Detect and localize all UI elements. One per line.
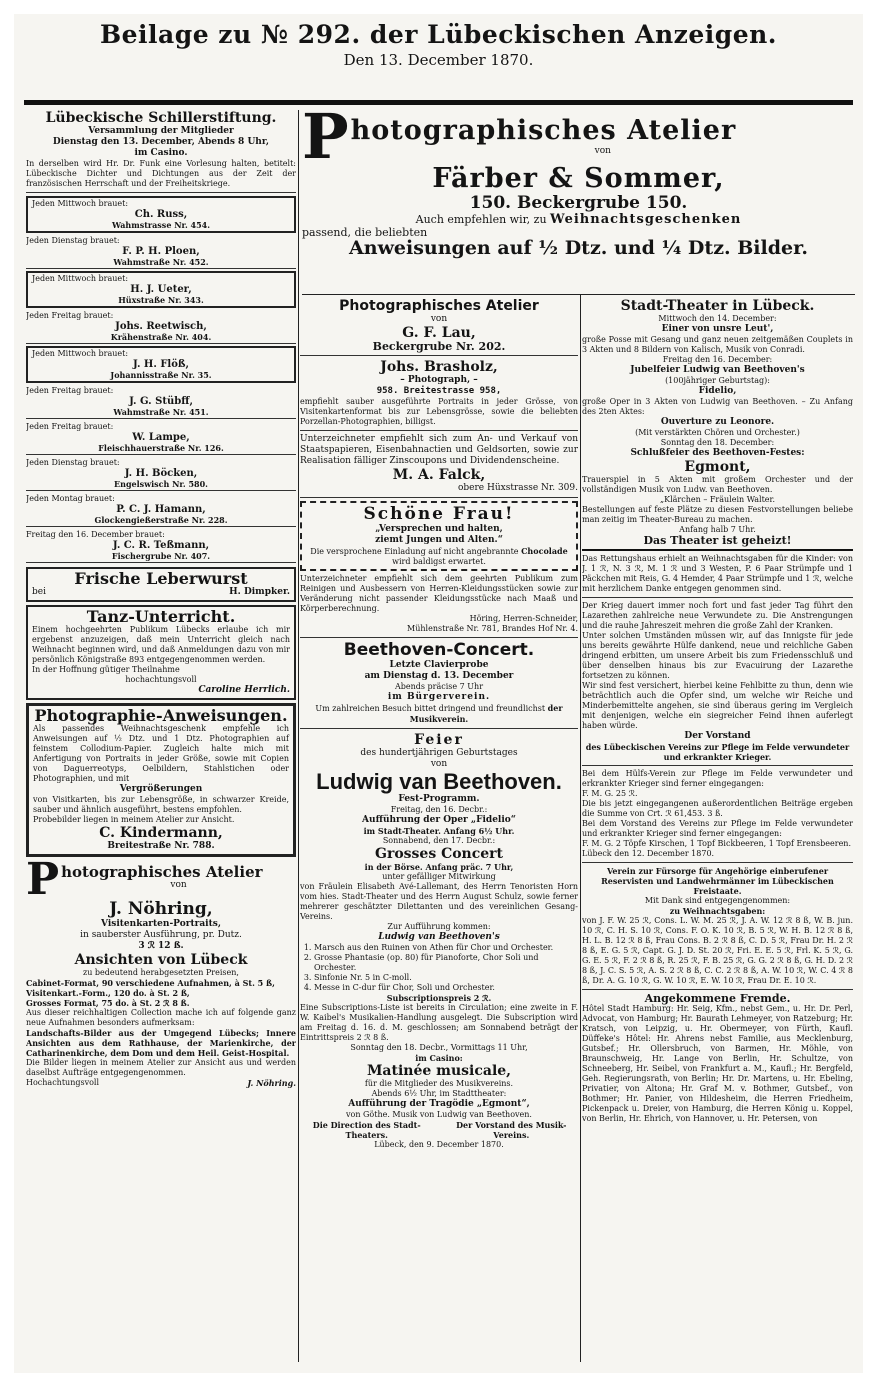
krieg-s2: des Lübeckischen Vereins zur Pflege im Felde verwundeter und erkrankter Krieger. [585, 742, 850, 762]
feier-d12: für die Mitglieder des Musikvereins. [364, 1079, 514, 1088]
noehring-price-row-1 [26, 978, 296, 988]
newspaper-page [14, 14, 863, 1373]
brewer-name: J. H. Flöß, [133, 359, 189, 370]
feier-d14: von Göthe. Musik von Ludwig van Beethoven. [346, 1110, 532, 1119]
theater-a4: Freitag den 16. December: [662, 355, 773, 364]
theater-a17: Anfang halb 7 Uhr. [679, 525, 756, 534]
brewer-list [26, 196, 296, 563]
brewer-notice [26, 421, 296, 455]
column-right [582, 298, 853, 1362]
frau-q2: ziemt Jungen und Alten.“ [375, 535, 503, 545]
faerber-weihnacht: Weihnachtsgeschenken [550, 212, 742, 227]
photoanw-addr: Breitestraße Nr. 788. [107, 841, 215, 851]
schiller-line3: im Casino. [134, 148, 188, 158]
frau-b1: Die versprochene Einladung auf nicht angebrannte [310, 547, 519, 556]
noehring-sig2: J. Nöhring. [247, 1078, 296, 1088]
noehring-von: von [170, 880, 187, 890]
brewer-addr: Johannisstraße Nr. 35. [110, 370, 212, 380]
theater-a3: große Posse mit Gesang und ganz neuen zeitgemäßen Couplets in 3 Akten und 8 Bildern von Kalisch, Musik von Conradi. [582, 335, 853, 354]
brewer-addr: Krähenstraße Nr. 404. [110, 332, 212, 342]
brewer-notice [26, 196, 296, 233]
theater-a6: (100jähriger Geburtstag): [665, 376, 770, 385]
noehring-price-row-2 [26, 988, 296, 998]
feier-gc: Grosses Concert [374, 846, 504, 862]
noehring-bold: Landschafts-Bilder aus der Umgegend Lübecks; Innere Ansichten aus dem Rathhause, der Marienkirche, der Catharinenkirche, dem Dom und dem Heil. Geist-Hospital. [26, 1028, 296, 1058]
theater-a11: Sonntag den 18. December: [660, 438, 775, 447]
top-ad-rule [302, 294, 855, 295]
brewer-addr: Fleischhauerstraße Nr. 126. [98, 443, 224, 453]
brasholz-addr: 958. Breitestrasse 958, [376, 386, 502, 396]
ad-photo-anweisungen [26, 703, 296, 857]
tanz-line1: In der Hoffnung gütiger Theilnahme [32, 665, 180, 674]
falck-addr: obere Hüxstrasse Nr. 309. [458, 483, 578, 493]
noehring-line1: Visitenkarten-Portraits, [101, 919, 221, 929]
feier-program-list [300, 943, 578, 993]
feier-lvb: Ludwig van Beethoven's [378, 932, 500, 942]
brewer-name: W. Lampe, [132, 432, 190, 443]
price-row-3-label: Grosses Format, 75 [26, 998, 113, 1008]
feier-sp: Subscriptionspreis 2 ℛ. [386, 993, 492, 1003]
frau-q1: „Versprechen und halten, [375, 524, 503, 534]
brasholz-name: Johs. Brasholz, [380, 359, 498, 375]
ad-noehring [26, 860, 296, 1088]
feier-l1: des hundertjährigen Geburtstages [360, 748, 518, 758]
feier-title: Feier [414, 732, 464, 748]
schiller-body: In derselben wird Hr. Dr. Funk eine Vorlesung halten, betitelt: Lübeckische Dichter und Dichtungen aus der Zeit der französischen Herrschaft und der Freiheitskriege. [26, 159, 296, 188]
column-divider-2 [580, 294, 581, 1362]
theater-a7: Fidelio, [698, 386, 737, 396]
theater-a1: Mittwoch den 14. December: [658, 314, 777, 323]
masthead-rule [24, 100, 853, 105]
brewer-day: Jeden Dienstag brauet: [26, 236, 120, 245]
leberwurst-title: Frische Leberwurst [74, 569, 248, 588]
price-row-2-label: Visitenkart.-Form., 120 [26, 988, 131, 998]
feier-l2: von [430, 759, 448, 769]
faerber-anweisungen: Anweisungen auf ½ Dtz. und ¼ Dtz. Bilder. [349, 237, 808, 259]
theater-a10: (Mit verstärkten Chören und Orchester.) [635, 428, 800, 437]
price-row-3-price: à St. 2 ℛ 8 ß. [131, 998, 190, 1008]
faerber-name: Färber & Sommer, [432, 163, 725, 194]
photoanw-name: C. Kindermann, [99, 825, 223, 841]
feier-d4: Sonnabend, den 17. Decbr.: [382, 836, 496, 845]
concert-b1: Um zahlreichen Besuch bittet dringend und freundlichst [315, 704, 546, 713]
feier-d2: Aufführung der Oper „Fidelio“ [362, 815, 516, 825]
feier-d7: von Fräulein Elisabeth Avé-Lallemant, des Herrn Tenoristen Horn vom hies. Stadt-Theater und des Herrn August Schulz, sowie ferner mehrerer geschätzter Dilettanten und des vereinlichen Gesang-Vereins. [300, 882, 578, 921]
price-row-3-do: do. [115, 998, 129, 1008]
brewer-notice [26, 385, 296, 419]
noehring-end: Die Bilder liegen in meinem Atelier zur Ansicht aus und werden daselbst Aufträge entgegengenommen. [26, 1058, 296, 1077]
tanz-title: Tanz-Unterricht. [86, 607, 236, 626]
supplement-title: Beilage zu № 292. der Lübeckischen Anzeigen. [99, 20, 777, 49]
lau-name: G. F. Lau, [402, 325, 476, 341]
faerber-drop-cap: P [302, 110, 349, 164]
brewer-day: Jeden Freitag brauet: [26, 422, 114, 431]
concert-l2: am Dienstag d. 13. December [364, 671, 514, 681]
falck-body: Unterzeichneter empfiehlt sich zum An- und Verkauf von Staatspapieren, Eisenbahnactien und Geldsorten, sowie zur Realisation fälliger Zinscoupons und Dividendenscheine. [300, 434, 578, 466]
fuersorge-l1: Mit Dank sind entgegengenommen: [644, 896, 791, 905]
feier-s1: Die Direction des Stadt-Theaters. [312, 1120, 421, 1140]
price-row-2-price: à St. 2 ß, [149, 988, 190, 998]
program-item: 1. Marsch aus den Ruinen von Athen für Chor und Orchester. [314, 943, 578, 953]
brewer-day: Jeden Mittwoch brauet: [32, 274, 129, 283]
price-row-1-label: Cabinet-Format, 90 verschiedene Aufnahmen, [26, 978, 232, 988]
brewer-day: Jeden Freitag brauet: [26, 386, 114, 395]
theater-a5: Jubelfeier Ludwig van Beethoven's [630, 365, 805, 375]
photoanw-body1: Als passendes Weihnachtsgeschenk empfehle ich Anweisungen auf ½ Dtz. und 1 Dtz. Photographien auf feinstem Collodium-Papier. Zugleich halte mich mit Anfertigung von Portraits in jeder Größe, sowie mit Copien von Daguerreotyps, Oelbildern, Stahlstichen oder Photographien, und mit [33, 724, 289, 783]
falck-name: M. A. Falck, [392, 467, 486, 483]
faerber-l2: passend, die beliebten [302, 226, 428, 239]
theater-a14: Trauerspiel in 5 Akten mit großem Orchester und der vollständigen Musik von Ludw. van Beethoven. [582, 475, 853, 494]
theater-a18: Das Theater ist geheizt! [643, 534, 792, 547]
theater-title: Stadt-Theater in Lübeck. [620, 298, 815, 314]
faerber-atelier: hotographisches Atelier [350, 115, 737, 146]
feier-d11: im Casino: [415, 1053, 463, 1063]
faerber-l1: Auch empfehlen wir, zu [415, 213, 547, 226]
feier-date: Lübeck, den 9. December 1870. [374, 1140, 504, 1149]
photoanw-vergroesserungen: Vergrößerungen [119, 784, 203, 794]
price-row-2-do: do. [133, 988, 147, 998]
brewer-day: Freitag den 16. December brauet: [26, 530, 165, 539]
hoering-addr: Mühlenstraße Nr. 781, Brandes Hof Nr. 4. [407, 624, 578, 633]
noehring-drop-cap: P [26, 860, 60, 900]
feier-d1: Freitag, den 16. Decbr.: [390, 805, 488, 814]
photoanw-body2: von Visitkarten, bis zur Lebensgröße, in schwarzer Kreide, sauber und ähnlich ausgeführt, bestens empfohlen. [33, 795, 289, 814]
brewer-name: Johs. Reetwisch, [115, 321, 207, 332]
ad-schoene-frau [300, 501, 578, 571]
ad-tanz [26, 605, 296, 700]
brewer-name: J. H. Böcken, [124, 468, 198, 479]
fuersorge-body: von J. F. W. 25 ℛ, Cons. L. W. M. 25 ℛ, J. A. W. 12 ℛ 8 ß, W. B. jun. 10 ℛ, C. H. S. 10 ℛ, Cons. F. O. K. 10 ℛ, B. 5 ℛ, W. H. B. 12 ℛ 8 ß, H. L. B. 12 ℛ 8 ß, Frau Cons. B. 2 ℛ 8 ß, C. D. 5 ℛ, Frau Dr. H. 2 ℛ 8 ß, E. G. 5 ℛ, Capt. G. J. D. St. 20 ℛ, Fri. E. E. 5 ℛ, Frl. K. 5 ℛ, G. G. E. 5 ℛ, F. 2 ℛ 8 ß, R. 25 ℛ, F. B. 25 ℛ, G. G. 2 ℛ 8 ß, G. H. D. 2 ℛ 8 ß, J. C. S. 5 ℛ, A. S. 2 ℛ 8 ß, C. C. 2 ℛ 8 ß, A. W. 10 ℛ, W. C. 4 ℛ 8 ß, Dr. A. G. 10 ℛ, G. W. 10 ℛ, E. W. 10 ℛ, Frau Dr. E. 10 ℛ. [582, 916, 853, 985]
feier-eg: Aufführung der Tragödie „Egmont“, [348, 1099, 530, 1109]
hoering-sig: Höring, Herren-Schneider, [469, 614, 578, 623]
feier-d10: Sonntag den 18. Decbr., Vormittags 11 Uhr, [350, 1043, 528, 1052]
brewer-day: Jeden Dienstag brauet: [26, 458, 120, 467]
frau-b2: wird baldigst erwartet. [392, 557, 486, 566]
column-middle [300, 298, 578, 1362]
noehring-body: Aus dieser reichhaltigen Collection mache ich auf folgende ganz neue Aufnahmen besonders aufmerksam: [26, 1008, 296, 1027]
feier-d6: unter gefälliger Mitwirkung [382, 872, 496, 881]
program-item: 3. Sinfonie Nr. 5 in C-moll. [314, 973, 578, 983]
noehring-name: J. Nöhring, [109, 899, 213, 919]
theater-a12: Schlußfeier des Beethoven-Festes: [630, 448, 805, 458]
noehring-ansichten-sub: zu bedeutend herabgesetzten Preisen, [83, 968, 239, 977]
brewer-day: Jeden Mittwoch brauet: [32, 349, 129, 358]
noehring-sig1: Hochachtungsvoll [26, 1078, 100, 1087]
noehring-atelier: hotographisches Atelier [61, 863, 263, 881]
ad-schillerstiftung [26, 110, 296, 193]
noehring-line2: in sauberster Ausführung, pr. Dutz. [80, 930, 242, 940]
theater-a16: Bestellungen auf feste Plätze zu diesen Festvorstellungen beliebe man zeitig im Theater-Bureau zu machen. [582, 505, 853, 524]
noehring-ansichten: Ansichten von Lübeck [74, 952, 248, 968]
lau-von: von [430, 314, 448, 324]
hoering-body: Unterzeichneter empfiehlt sich dem geehrten Publikum zum Reinigen und Ausbessern von Herren-Kleidungsstücken sowie zur Veränderung nicht passender Kleidungsstücke nach Maaß und Körperberechnung. [300, 574, 578, 613]
feier-program: Fest-Programm. [398, 794, 480, 804]
feier-d8: Zur Aufführung kommen: [387, 922, 491, 931]
ad-faerber-sommer [302, 110, 855, 292]
program-item: 2. Grosse Phantasie (op. 80) für Pianoforte, Chor Soli und Orchester. [314, 953, 578, 973]
issue-date: Den 13. December 1870. [343, 51, 534, 69]
tanz-signature: Caroline Herrlich. [198, 685, 290, 695]
feier-name: Ludwig van Beethoven. [316, 769, 562, 794]
faerber-von: von [594, 146, 611, 156]
brewer-addr: Wahmstraße Nr. 452. [113, 257, 209, 267]
brewer-addr: Glockengießerstraße Nr. 228. [94, 515, 228, 525]
photoanw-body3: Probebilder liegen in meinem Atelier zur Ansicht. [33, 815, 235, 824]
brewer-name: F. P. H. Ploen, [122, 246, 200, 257]
concert-l1: Letzte Clavierprobe [389, 660, 489, 670]
rettungshaus: Das Rettungshaus erhielt an Weihnachtsgaben für die Kinder: von J. 1 ℛ, N. 3 ℛ, M. 1 ℛ und 3 Westen, P. 6 Paar Strümpfe und 1 Päckchen mit Reis, G. 4 Hemder, 4 Paar Strümpfe und 1 ℛ, welche mit herzlichem Danke entgegen genommen sind. [582, 554, 853, 598]
brewer-notice [26, 310, 296, 344]
column-left [26, 110, 296, 1362]
fuersorge-title: Verein zur Fürsorge für Angehörige einberufener Reservisten und Landwehrmänner im Lübeckischen Freistaate. [601, 866, 834, 896]
feier-d13: Abends 6½ Uhr, im Stadttheater: [371, 1089, 507, 1098]
brewer-notice [26, 457, 296, 491]
brewer-notice [26, 493, 296, 527]
krieg-s1: Der Vorstand [684, 731, 751, 741]
feier-mm: Matinée musicale, [366, 1063, 512, 1079]
masthead [14, 20, 863, 69]
brewer-addr: Wahmstrasse Nr. 454. [111, 220, 211, 230]
program-item: 4. Messe in C-dur für Chor, Soli und Orchester. [314, 983, 578, 993]
huelfe-p5: F. M. G. 2 Töpfe Kirschen, 1 Topf Bickbeeren, 1 Topf Erensbeeren. [582, 839, 851, 848]
column-divider-1 [298, 110, 299, 1362]
brasholz-sub: – Photograph, – [400, 375, 478, 385]
leberwurst-seller: H. Dimpker. [229, 587, 290, 597]
faerber-addr: 150. Beckergrube 150. [469, 193, 688, 213]
brewer-addr: Fischergrube Nr. 407. [111, 551, 211, 561]
concert-b2: der Musikverein. [409, 703, 563, 724]
fremde-body: Hôtel Stadt Hamburg: Hr. Seig, Kfm., nebst Gem., u. Hr. Dr. Perl, Advocat, von Hamburg; Hr. Baurath Lehmeyer, von Ratzeburg; Hr. Kratsch, von Leipzig, u. Hr. Obermeyer, von Fürth, Kaufl. Düffeke's Hôtel: Hr. Ahrens nebst Familie, aus Mecklenburg, Gutsbef.; Hr. Ollersbruch, von Barmen, Hr. Möhle, von Braunschweig, Hr. Lange von Berlin, Hr. Schultze, von Schneeberg, Hr. Seibel, von Frankfurt a. M., Kaufl.; Hr. Bergfeld, Geh. Regierungsrath, von Berlin; Hr. Dr. Martens, u. Hr. Ebeling, Privatier, von Altona; Hr. Graf M. v. Bothmer, Gutsbef., von Bothmer; Hr. Panier, von Hildesheim, die Herren Friedheim, Pickenpack u. Dreier, von Hamburg, die Herren König u. Koppel, von Berlin, Hr. Ehrich, von Hannover, u. Hr. Petersen, von [582, 1004, 853, 1123]
theater-a13: Egmont, [684, 459, 751, 475]
theater-a9: Ouverture zu Leonore. [660, 417, 775, 427]
huelfe-p6: Lübeck den 12. December 1870. [582, 849, 715, 858]
fremde-title: Angekommene Fremde. [644, 992, 791, 1005]
feier-d3: im Stadt-Theater. Anfang 6½ Uhr. [363, 826, 515, 836]
schiller-title: Lübeckische Schillerstiftung. [45, 110, 277, 126]
ad-leberwurst [26, 567, 296, 602]
brewer-notice [26, 346, 296, 383]
concert-l4: im Bürgerverein. [387, 692, 491, 702]
schiller-line1: Versammlung der Mitglieder [88, 126, 234, 136]
noehring-price-row-3 [26, 998, 296, 1008]
brasholz-body: empfiehlt sauber ausgeführte Portraits in jeder Grösse, von Visitenkartenformat bis zur Lebensgrösse, sowie die beliebten Porzellan-Photographien, billigst. [300, 397, 578, 426]
theater-a15: „Klärchen – Fräulein Walter. [659, 495, 775, 504]
schiller-line2: Dienstag den 13. December, Abends 8 Uhr, [52, 137, 270, 147]
brewer-notice [26, 235, 296, 269]
brewer-addr: Hüxstraße Nr. 343. [118, 295, 204, 305]
tanz-body: Einem hochgeehrten Publikum Lübecks erlaube ich mir ergebenst anzuzeigen, daß mein Unterricht gleich nach Weihnacht beginnen wird, und daß Anmeldungen dazu von mir persönlich Königstraße 893 entgegengenommen werden. [32, 625, 290, 664]
lau-title: Photographisches Atelier [339, 298, 539, 314]
fuersorge-l2: zu Weihnachtsgaben: [669, 906, 766, 916]
brewer-addr: Engelswisch Nr. 580. [114, 479, 208, 489]
tanz-line2: hochachtungsvoll [125, 675, 197, 684]
noehring-price: 3 ℛ 12 ß. [138, 941, 184, 951]
krieg-p2: Unter solchen Umständen müssen wir, auf das Innigste für jede uns bereits gewährte Hülfe dankend, neue und reichliche Gaben dringend erbitten, um unsere Arbeit bis zum Friedensschluß und über denselben hinaus bis zur Evacuirung der Lazarethe fortsetzen zu können. [582, 631, 853, 680]
krieg-p3: Wir sind fest versichert, hierbei keine Fehlbitte zu thun, denn wie beträchtlich auch die Opfer sind, um welche wir Reiche und Minderbemittelte angehen, sie sind überaus gering im Vergleich mit denjenigen, welche ein siegreicher Feind ihnen auferlegt haben würde. [582, 681, 853, 730]
frau-title: Schöne Frau! [363, 504, 515, 524]
concert-l3: Abends präcise 7 Uhr [394, 682, 484, 691]
huelfe-p3: Die bis jetzt eingegangenen außerordentlichen Beiträge ergeben die Summe von Crt. ℛ 61,453. 3 ß. [582, 799, 853, 818]
brewer-day: Jeden Montag brauet: [26, 494, 115, 503]
theater-a2: Einer von unsre Leut', [661, 324, 774, 334]
huelfe-p1: Bei dem Hülfs-Verein zur Pflege im Felde verwundeter und erkrankter Krieger sind ferner eingegangen: [582, 769, 853, 788]
brewer-notice [26, 271, 296, 308]
brewer-name: Ch. Russ, [134, 209, 188, 220]
ad-beethoven-feier [300, 732, 578, 1150]
brewer-name: H. J. Ueter, [130, 284, 192, 295]
brewer-addr: Wahmstraße Nr. 451. [113, 407, 209, 417]
photoanw-title: Photographie-Anweisungen. [34, 706, 288, 725]
feier-d5: in der Börse. Anfang präc. 7 Uhr, [364, 862, 514, 872]
lau-addr: Beckergrube Nr. 202. [372, 340, 506, 353]
brewer-name: J. C. R. Teßmann, [112, 540, 210, 551]
brewer-day: Jeden Freitag brauet: [26, 311, 114, 320]
brewer-name: J. G. Stübff, [129, 396, 193, 407]
frau-choc: Chocolade [521, 546, 568, 556]
brewer-notice [26, 529, 296, 563]
brewer-day: Jeden Mittwoch brauet: [32, 199, 129, 208]
huelfe-p4: Bei dem Vorstand des Vereins zur Pflege im Felde verwundeter und erkrankter Krieger sind ferner eingegangen: [582, 819, 853, 838]
brewer-name: P. C. J. Hamann, [116, 504, 206, 515]
feier-s2: Der Vorstand des Musik-Vereins. [456, 1120, 567, 1140]
huelfe-p2: F. M. G. 25 ℛ. [582, 789, 638, 798]
leberwurst-by: bei [32, 587, 46, 597]
price-row-1-price: à St. 5 ß, [234, 978, 275, 988]
feier-d9: Eine Subscriptions-Liste ist bereits in Circulation; eine zweite in F. W. Kaibel's Musikalien-Handlung ausgelegt. Die Subscription wird am Freitag d. 16. d. M. geschlossen; am Sonnabend beträgt der Eintrittspreis 2 ℛ 8 ß. [300, 1003, 578, 1042]
krieg-p1: Der Krieg dauert immer noch fort und fast jeder Tag führt den Lazarethen zahlreiche neue Verwundete zu. Die Anstrengungen und die rauhe Jahreszeit mehren die große Zahl der Kranken. [582, 601, 853, 630]
theater-a8: große Oper in 3 Akten von Ludwig van Beethoven. – Zu Anfang des 2ten Aktes: [582, 397, 853, 416]
concert-title: Beethoven-Concert. [343, 640, 535, 660]
